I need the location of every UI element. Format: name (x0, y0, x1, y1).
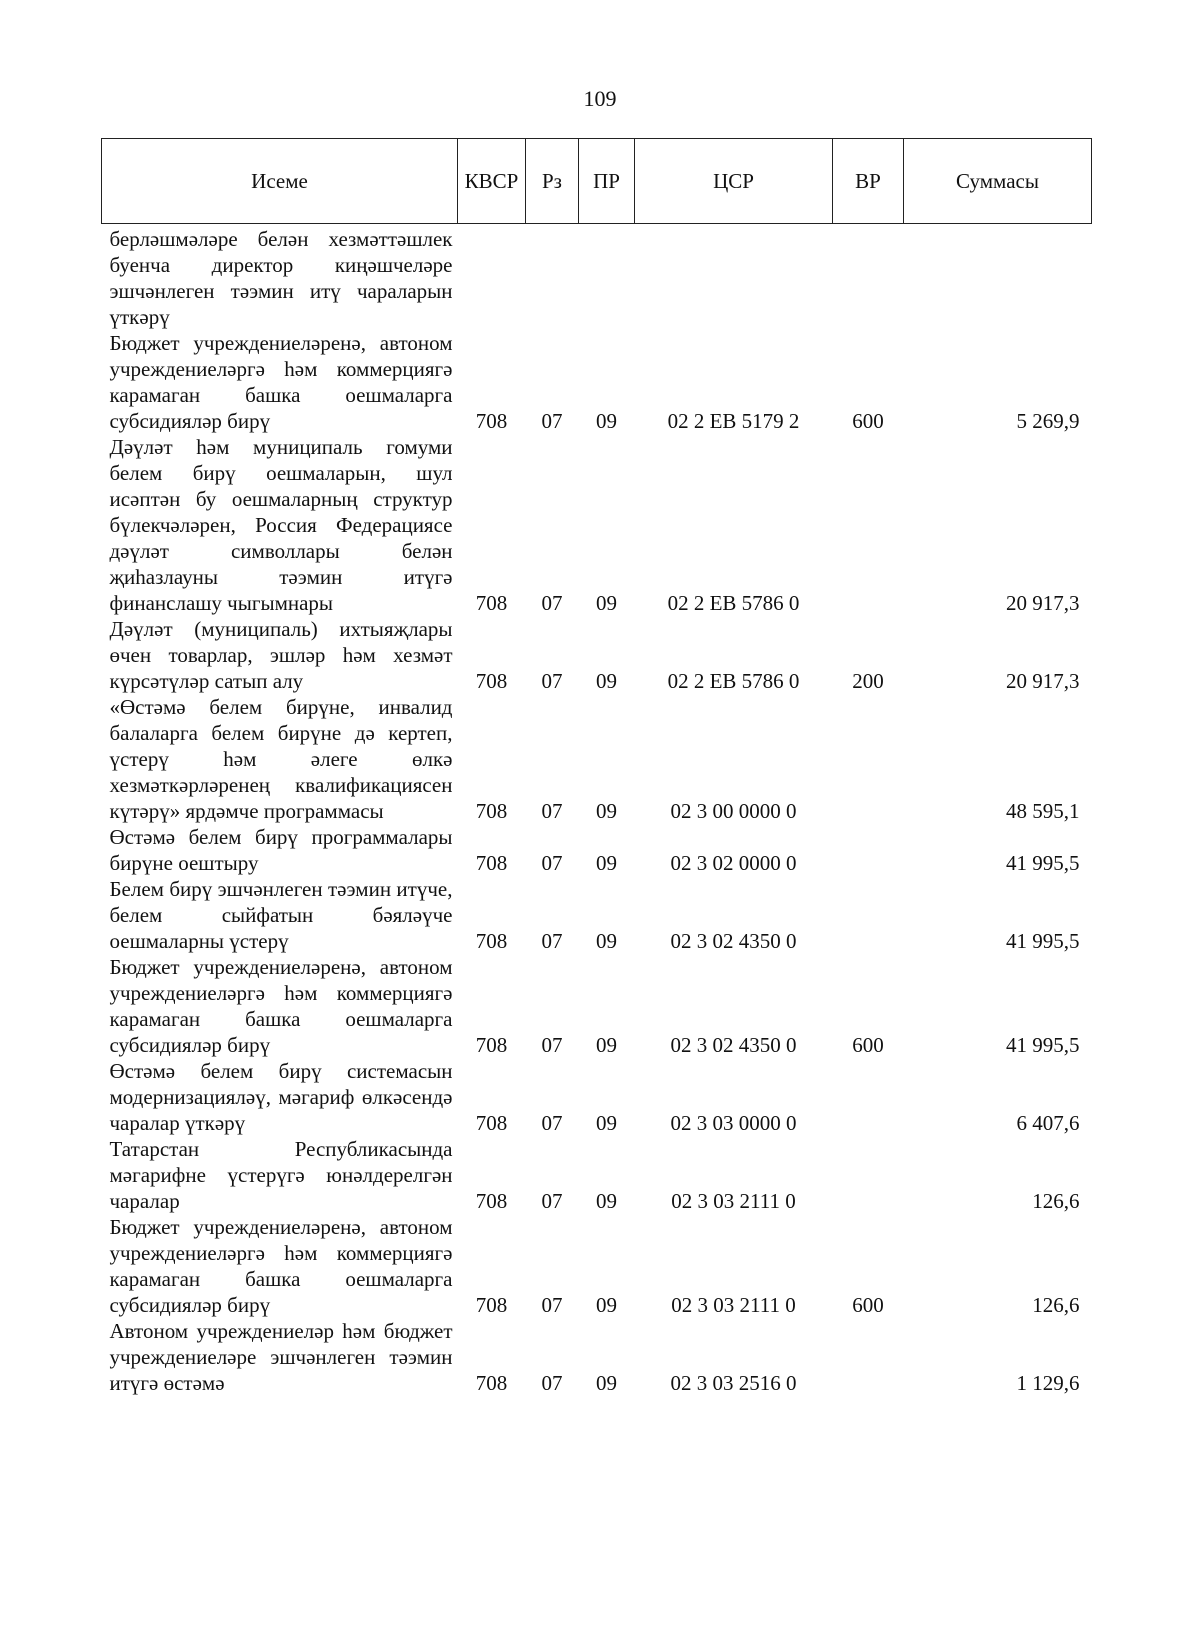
row-vr: 200 (852, 669, 884, 693)
row-sum: 41 995,5 (1006, 851, 1080, 875)
row-kvsr: 708 (475, 1111, 508, 1135)
row-rz: 07 (541, 1371, 563, 1395)
row-sum: 126,6 (1032, 1293, 1080, 1317)
row-name: Бюджет учреждениеләренә, автоном учреждениеләргә һәм коммерциягә карамаган башка оешмаларга субсидияләр бирү (109, 955, 453, 1057)
row-name: Белем бирү эшчәнлеген тәэмин итүче, белем сыйфатын бәяләүче оешмаларны үстерү (109, 877, 453, 953)
row-pr: 09 (596, 1033, 617, 1057)
row-csr: 02 3 03 2111 0 (671, 1293, 796, 1317)
row-sum: 48 595,1 (1006, 799, 1080, 823)
row-kvsr: 708 (475, 591, 508, 615)
row-sum: 41 995,5 (1006, 1033, 1080, 1057)
row-pr: 09 (596, 799, 617, 823)
header-row (102, 139, 1092, 224)
row-name: Бюджет учреждениеләренә, автоном учреждениеләргә һәм коммерциягә карамаган башка оешмаларга субсидияләр бирү (109, 331, 453, 433)
header-name: Исеме (102, 139, 458, 224)
row-name: берләшмәләре белән хезмәттәшлек буенча директор киңәшчеләре эшчәнлеген тәэмин итү чараларын үткәрү (109, 227, 453, 329)
row-csr: 02 2 ЕВ 5786 0 (667, 669, 800, 693)
header-pr: ПР (579, 139, 635, 224)
row-pr: 09 (596, 1371, 617, 1395)
row-pr: 09 (596, 851, 617, 875)
row-vr (833, 824, 904, 876)
row-rz: 07 (541, 1293, 563, 1317)
row-csr: 02 3 03 2111 0 (671, 1189, 796, 1213)
table-row (102, 954, 1092, 1058)
budget-table (101, 138, 1092, 1396)
row-csr: 02 3 03 0000 0 (670, 1111, 797, 1135)
header-vr: ВР (833, 139, 904, 224)
table-row (102, 1058, 1092, 1136)
row-name: Автоном учреждениеләр һәм бюджет учреждениеләре эшчәнлеген тәэмин итүгә өстәмә (109, 1319, 453, 1395)
row-vr: 600 (852, 409, 884, 433)
row-name: Өстәмә белем бирү программалары бирүне оештыру (109, 825, 453, 875)
table-body (102, 224, 1092, 1397)
row-pr: 09 (596, 591, 617, 615)
table-row (102, 1318, 1092, 1396)
row-name: Бюджет учреждениеләренә, автоном учреждениеләргә һәм коммерциягә карамаган башка оешмаларга субсидияләр бирү (109, 1215, 453, 1317)
row-kvsr: 708 (475, 1189, 508, 1213)
row-sum: 6 407,6 (1016, 1111, 1080, 1135)
row-rz: 07 (541, 591, 563, 615)
row-vr (833, 694, 904, 824)
row-pr (579, 224, 635, 331)
table-header (102, 139, 1092, 224)
row-pr: 09 (596, 1293, 617, 1317)
row-sum: 1 129,6 (1016, 1371, 1080, 1395)
row-csr (635, 224, 833, 331)
row-name: Дәүләт (муниципаль) ихтыяҗлары өчен товарлар, эшләр һәм хезмәт күрсәтүләр сатып алу (109, 617, 453, 693)
row-name: Өстәмә белем бирү системасын модернизацияләү, мәгариф өлкәсендә чаралар үткәрү (109, 1059, 453, 1135)
row-pr: 09 (596, 669, 617, 693)
row-csr: 02 3 02 4350 0 (670, 929, 797, 953)
row-rz (526, 224, 579, 331)
row-csr: 02 3 00 0000 0 (670, 799, 797, 823)
row-kvsr: 708 (475, 669, 508, 693)
row-sum: 20 917,3 (1006, 669, 1080, 693)
row-rz: 07 (541, 669, 563, 693)
row-rz: 07 (541, 1033, 563, 1057)
row-pr: 09 (596, 1111, 617, 1135)
row-rz: 07 (541, 1189, 563, 1213)
row-kvsr: 708 (475, 929, 508, 953)
row-csr: 02 3 03 2516 0 (670, 1371, 797, 1395)
row-pr: 09 (596, 409, 617, 433)
table-row (102, 694, 1092, 824)
row-rz: 07 (541, 1111, 563, 1135)
row-rz: 07 (541, 409, 563, 433)
table-row (102, 330, 1092, 434)
header-rz: Рз (526, 139, 579, 224)
header-kvsr: КВСР (458, 139, 526, 224)
page-number: 109 (583, 86, 617, 111)
row-vr (833, 1136, 904, 1214)
row-kvsr: 708 (475, 409, 508, 433)
row-sum (904, 224, 1092, 331)
row-sum: 41 995,5 (1006, 929, 1080, 953)
row-rz: 07 (541, 799, 563, 823)
row-csr: 02 2 ЕВ 5786 0 (667, 591, 800, 615)
row-vr (833, 1318, 904, 1396)
row-name: Татарстан Республикасында мәгарифне үстерүгә юнәлдерелгән чаралар (109, 1137, 453, 1213)
row-kvsr: 708 (475, 1293, 508, 1317)
row-vr: 600 (852, 1033, 884, 1057)
row-sum: 5 269,9 (1016, 409, 1080, 433)
row-kvsr: 708 (475, 799, 508, 823)
table-row (102, 1214, 1092, 1318)
row-rz: 07 (541, 929, 563, 953)
row-vr (833, 1058, 904, 1136)
table-row (102, 876, 1092, 954)
table-row (102, 1136, 1092, 1214)
row-sum: 126,6 (1032, 1189, 1080, 1213)
row-kvsr: 708 (475, 851, 508, 875)
header-csr: ЦСР (635, 139, 833, 224)
row-csr: 02 3 02 4350 0 (670, 1033, 797, 1057)
row-kvsr (458, 224, 526, 331)
table-row (102, 434, 1092, 616)
row-vr: 600 (852, 1293, 884, 1317)
row-kvsr: 708 (475, 1033, 508, 1057)
row-vr (833, 876, 904, 954)
row-csr: 02 3 02 0000 0 (670, 851, 797, 875)
header-sum: Суммасы (904, 139, 1092, 224)
row-sum: 20 917,3 (1006, 591, 1080, 615)
row-name: «Өстәмә белем бирүне, инвалид балаларга белем бирүне дә кертеп, үстерү һәм әлеге өлкә хезмәткәрләренең квалификациясен күтәрү» ярдәмче программасы (109, 695, 453, 823)
table-row (102, 224, 1092, 331)
row-name: Дәүләт һәм муниципаль гомуми белем бирү оешмаларын, шул исәптән бу оешмаларның структур бүлекчәләрен, Россия Федерациясе дәүләт символлары белән җиһазлауны тәэмин итүгә финанслашу чыгымнары (109, 435, 453, 615)
row-csr: 02 2 ЕВ 5179 2 (667, 409, 800, 433)
table-row (102, 616, 1092, 694)
row-pr: 09 (596, 1189, 617, 1213)
row-vr (833, 224, 904, 331)
row-pr: 09 (596, 929, 617, 953)
row-rz: 07 (541, 851, 563, 875)
table-row (102, 824, 1092, 876)
row-kvsr: 708 (475, 1371, 508, 1395)
row-vr (833, 434, 904, 616)
